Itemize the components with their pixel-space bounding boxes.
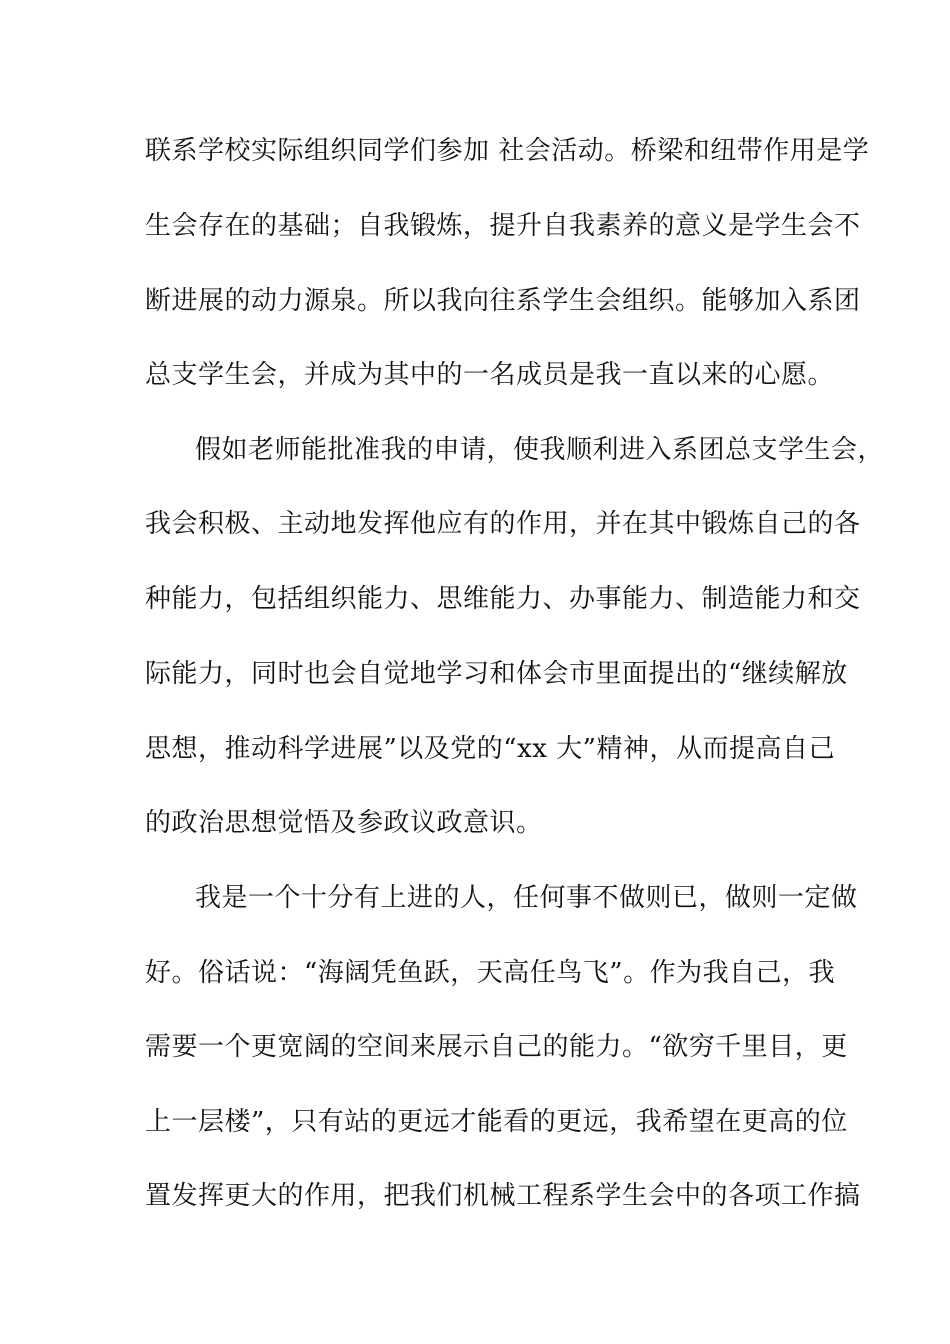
text-line: 生会存在的基础；自我锻炼，提升自我素养的意义是学生会不	[145, 211, 861, 241]
text-line: 置发挥更大的作用，把我们机械工程系学生会中的各项工作搞	[145, 1181, 861, 1211]
text-line: 我会积极、主动地发挥他应有的作用，并在其中锻炼自己的各	[145, 509, 861, 539]
paragraph-first-line: 假如老师能批准我的申请，使我顺利进入系团总支学生会，	[195, 435, 885, 465]
text-line: 思想，推动科学进展”以及党的“xx 大”精神，从而提高自己	[145, 734, 835, 764]
text-line: 种能力，包括组织能力、思维能力、办事能力、制造能力和交	[145, 584, 861, 614]
text-line: 断进展的动力源泉。所以我向往系学生会组织。能够加入系团	[145, 286, 861, 316]
text-line: 总支学生会，并成为其中的一名成员是我一直以来的心愿。	[145, 360, 835, 390]
text-line: 际能力，同时也会自觉地学习和体会市里面提出的“继续解放	[145, 659, 848, 689]
text-line: 好。俗话说：“海阔凭鱼跃，天高任鸟飞”。作为我自己，我	[145, 958, 836, 988]
text-line: 上一层楼”，只有站的更远才能看的更远，我希望在更高的位	[145, 1107, 848, 1137]
text-line: 需要一个更宽阔的空间来展示自己的能力。“欲穷千里目，更	[145, 1032, 848, 1062]
text-line: 联系学校实际组织同学们参加 社会活动。桥梁和纽带作用是学	[145, 136, 870, 166]
paragraph-first-line: 我是一个十分有上进的人，任何事不做则已，做则一定做	[195, 883, 858, 913]
text-line: 的政治思想觉悟及参政议政意识。	[145, 808, 543, 838]
